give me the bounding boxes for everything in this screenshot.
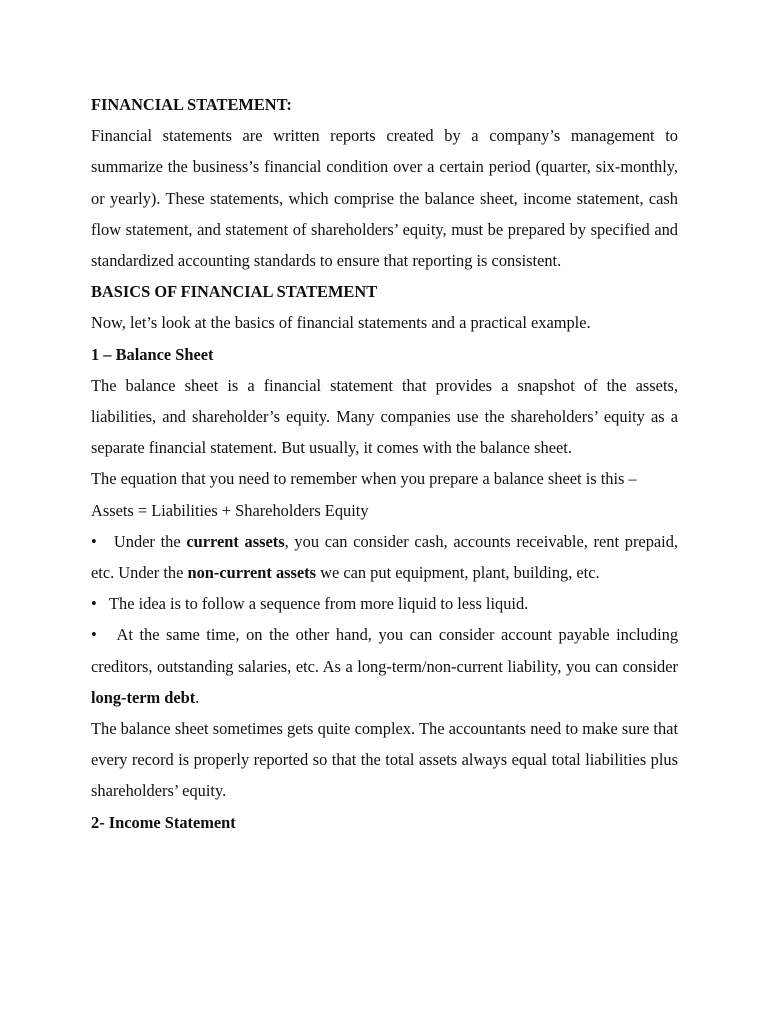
intro-paragraph: Financial statements are written reports created by a company’s management to summarize the business’s financial condition over a certain period (quarter, six-monthly, or yearly). These statements, which comprise the balance sheet, income statement, cash flow statement, and statement of shareholders’ equity, must be prepared by specified and standardized accounting standards to ensure that reporting is consistent.: [91, 126, 678, 271]
bullet-assets-text-1: Under the: [113, 531, 187, 551]
bullet-assets-text-2: , you can consider cash, accounts receivable, rent prepaid, etc. Under the: [91, 531, 679, 583]
term-long-term-debt: long-term debt: [91, 687, 196, 707]
balance-sheet-paragraph-3: The balance sheet sometimes gets quite complex. The accountants need to make sure that every record is properly reported so that the total assets always equal total liabilities plus shareholders’ equity.: [91, 719, 678, 801]
heading-financial-statement: FINANCIAL STATEMENT:: [91, 95, 292, 114]
bullet-mark: •: [91, 531, 97, 551]
heading-basics: BASICS OF FINANCIAL STATEMENT: [91, 282, 378, 302]
term-current-assets: current assets: [186, 531, 285, 551]
bullet-item-liquidity: [91, 588, 678, 619]
bullet-item-assets: [91, 526, 678, 588]
bullet-mark: •: [91, 625, 97, 645]
bullet-assets-text-3: we can put equipment, plant, building, etc.: [316, 563, 600, 583]
heading-income-statement: 2- Income Statement: [91, 812, 236, 832]
bullet-liabilities-text-1: At the same time, on the other hand, you can consider account payable including creditors, outstanding salaries, etc. As a long-term/non-current liability, you can consider: [91, 625, 679, 676]
balance-sheet-paragraph-2: The equation that you need to remember when you prepare a balance sheet is this –: [91, 469, 637, 489]
bullet-mark: •: [91, 594, 97, 614]
balance-sheet-equation: Assets = Liabilities + Shareholders Equity: [91, 500, 369, 520]
heading-balance-sheet: 1 – Balance Sheet: [91, 344, 214, 364]
basics-intro-paragraph: Now, let’s look at the basics of financial statements and a practical example.: [91, 313, 591, 333]
bullet-liabilities-text-2: .: [195, 687, 200, 707]
bullet-item-liabilities: [91, 619, 678, 713]
bullet-liquidity-text: The idea is to follow a sequence from more liquid to less liquid.: [109, 594, 529, 614]
term-non-current-assets: non-current assets: [187, 563, 317, 583]
document-page: [91, 89, 678, 838]
balance-sheet-paragraph-1: The balance sheet is a financial statement that provides a snapshot of the assets, liabilities, and shareholder’s equity. Many companies use the shareholders’ equity as a separate financial statement. But usually, it comes with the balance sheet.: [91, 375, 678, 458]
